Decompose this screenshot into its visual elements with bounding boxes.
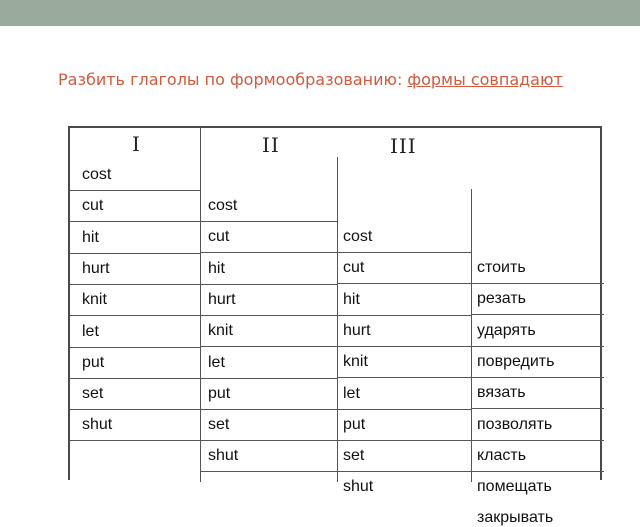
verb-form-cell: cost — [82, 166, 112, 183]
verb-form-cell: shut — [82, 416, 113, 434]
column-divider — [471, 189, 472, 482]
row-divider — [200, 409, 337, 410]
verb-form-cell: cut — [343, 259, 365, 277]
verb-forms-table — [68, 126, 602, 527]
column-divider — [337, 157, 338, 482]
row-divider — [471, 283, 604, 284]
row-divider — [471, 471, 604, 472]
verb-form-cell: knit — [343, 353, 368, 371]
verb-form-cell: set — [343, 447, 365, 465]
verb-form-cell: put — [208, 384, 231, 402]
row-divider — [200, 440, 337, 441]
translation-cell: повредить — [477, 352, 555, 370]
row-divider — [337, 252, 471, 253]
row-divider — [70, 440, 200, 441]
verb-form-cell: let — [208, 353, 225, 371]
row-divider — [337, 471, 471, 472]
row-divider — [70, 347, 200, 348]
title-prefix: Разбить глаголы по формообразованию: — [58, 70, 403, 89]
row-divider — [70, 253, 200, 254]
row-divider — [337, 440, 471, 441]
verb-form-cell: cost — [343, 228, 373, 245]
verb-form-cell: set — [82, 385, 104, 403]
column-divider — [200, 128, 201, 482]
verb-form-cell: cost — [208, 197, 238, 214]
top-bar — [0, 0, 640, 26]
row-divider — [471, 408, 604, 409]
row-divider — [70, 284, 200, 285]
column-header: I — [132, 132, 141, 156]
row-divider — [70, 378, 200, 379]
row-divider — [471, 314, 604, 315]
verb-form-cell: knit — [82, 291, 107, 309]
verb-form-cell: knit — [208, 322, 233, 340]
verb-form-cell: hit — [343, 290, 360, 308]
translation-cell: позволять — [477, 415, 553, 433]
row-divider — [337, 409, 471, 410]
row-divider — [200, 221, 337, 222]
verb-form-cell: hurt — [343, 321, 371, 339]
verb-form-cell: hit — [82, 228, 99, 246]
verb-form-cell: set — [208, 416, 230, 434]
row-divider — [70, 315, 200, 316]
row-divider — [70, 409, 200, 410]
row-divider — [337, 377, 471, 378]
verb-form-cell: hit — [208, 259, 225, 277]
row-divider — [70, 190, 200, 191]
row-divider — [200, 252, 337, 253]
row-divider — [200, 315, 337, 316]
verb-form-cell: hurt — [82, 259, 110, 277]
verb-form-cell: let — [343, 384, 360, 402]
verb-form-cell: shut — [343, 478, 374, 496]
translation-cell: ударять — [477, 321, 536, 339]
verb-form-cell: put — [343, 415, 366, 433]
row-divider — [471, 440, 604, 441]
row-divider — [200, 471, 337, 472]
row-divider — [337, 315, 471, 316]
row-divider — [471, 346, 604, 347]
translation-cell: вязать — [477, 384, 526, 402]
translation-cell: закрывать — [477, 509, 554, 527]
translation-cell: резать — [477, 290, 526, 308]
row-divider — [200, 378, 337, 379]
translation-cell: помещать — [477, 478, 552, 496]
verb-form-cell: hurt — [208, 290, 236, 308]
row-divider — [337, 283, 471, 284]
verb-form-cell: cut — [208, 228, 230, 246]
slide-title — [58, 70, 563, 89]
verb-form-cell: cut — [82, 197, 104, 215]
row-divider — [200, 284, 337, 285]
translation-cell: стоить — [477, 259, 526, 276]
verb-form-cell: put — [82, 353, 105, 371]
row-divider — [337, 346, 471, 347]
row-divider — [200, 346, 337, 347]
column-header: II — [262, 133, 280, 157]
verb-form-cell: shut — [208, 447, 239, 465]
row-divider — [471, 377, 604, 378]
column-header: III — [390, 134, 417, 158]
row-divider — [70, 221, 200, 222]
verb-form-cell: let — [82, 322, 99, 340]
translation-cell: класть — [477, 446, 527, 464]
title-highlight: формы совпадают — [407, 70, 563, 89]
